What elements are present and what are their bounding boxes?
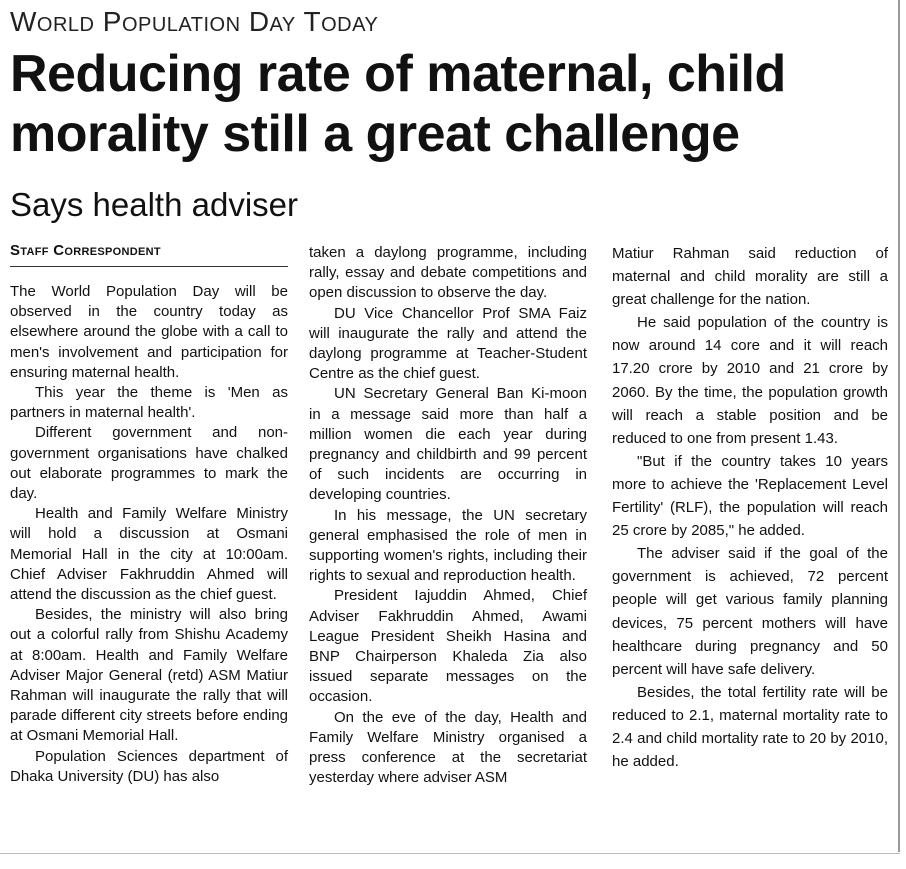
article-column-1: [10, 282, 288, 787]
paragraph: President Iajuddin Ahmed, Chief Adviser Fakhruddin Ahmed, Awami League President Sheikh Hasina and BNP Chairperson Khaleda Zia also issued separate messages on the occasion.: [309, 587, 587, 706]
paragraph: Population Sciences department of Dhaka University (DU) has also: [10, 747, 288, 785]
paragraph: Besides, the ministry will also bring out a colorful rally from Shishu Academy at 8:00am. Health and Family Welfare Adviser Major General (retd) ASM Matiur Rahman will inaugurate the rally that will parade different city streets before ending at Osmani Memorial Hall.: [10, 606, 288, 745]
paragraph: The adviser said if the goal of the government is achieved, 72 percent people will get various family planning devices, 75 percent mothers will have healthcare during pregnancy and 50 percent will have safe delivery.: [612, 545, 888, 678]
paragraph: In his message, the UN secretary general emphasised the role of men in supporting women's rights, including their rights to sexual and reproduction health.: [309, 506, 587, 585]
article-column-2: [309, 243, 587, 788]
paragraph: On the eve of the day, Health and Family Welfare Ministry organised a press conference at the secretariat yesterday where adviser ASM: [309, 708, 587, 787]
paragraph: Besides, the total fertility rate will be reduced to 2.1, maternal mortality rate to 2.4 and child mortality rate to 20 by 2010, he added.: [612, 683, 888, 771]
clipping-edge: [0, 853, 900, 854]
paragraph: The World Population Day will be observed in the country today as elsewhere around the globe with a call to men's involvement and participation for ensuring maternal health.: [10, 283, 288, 381]
paragraph: UN Secretary General Ban Ki-moon in a message said more than half a million women die each year during pregnancy and childbirth and 99 percent of such incidents are occurring in developing countries.: [309, 385, 587, 504]
article-column-3: [612, 242, 888, 773]
paragraph: taken a daylong programme, including rally, essay and debate competitions and open discussion to observe the day.: [309, 244, 587, 302]
headline: Reducing rate of maternal, child morality still a great challenge: [10, 45, 786, 163]
paragraph: Health and Family Welfare Ministry will hold a discussion at Osmani Memorial Hall in the city at 10:00am. Chief Adviser Fakhruddin Ahmed will attend the discussion as the chief guest.: [10, 505, 288, 604]
paragraph: He said population of the country is now around 14 core and it will reach 17.20 crore by 2010 and 21 crore by 2060. By the time, the population growth will reach a stable position and be reduced to one from present 1.43.: [612, 314, 888, 447]
byline: Staff Correspondent: [10, 242, 288, 267]
paragraph: This year the theme is 'Men as partners in maternal health'.: [10, 384, 288, 422]
paragraph: DU Vice Chancellor Prof SMA Faiz will inaugurate the rally and attend the daylong programme at Teacher-Student Centre as the chief guest.: [309, 304, 587, 383]
subheadline: Says health adviser: [10, 186, 298, 223]
paragraph: Matiur Rahman said reduction of maternal and child morality are still a great challenge for the nation.: [612, 245, 888, 309]
column-divider: [898, 0, 900, 852]
kicker: World Population Day Today: [10, 6, 379, 37]
paragraph: "But if the country takes 10 years more to achieve the 'Replacement Level Fertility' (RLF), the population will reach 25 crore by 2085," he added.: [612, 452, 888, 540]
paragraph: Different government and non-government organisations have chalked out elaborate programmes to mark the day.: [10, 424, 288, 503]
